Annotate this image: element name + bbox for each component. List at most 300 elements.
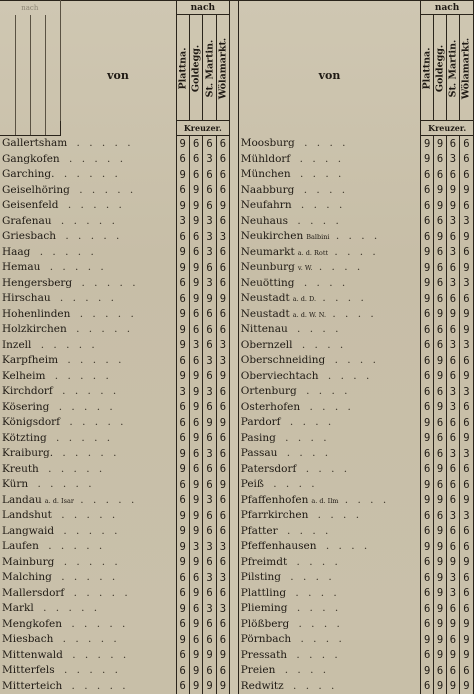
rate-cell-right: 6 xyxy=(446,369,459,385)
rate-cell-right: 6 xyxy=(459,570,473,586)
origin-place-left: Kelheim xyxy=(2,370,45,382)
rate-cell-left: 9 xyxy=(176,136,189,152)
origin-place-right: Neumarkt xyxy=(241,246,295,258)
rate-cell-right: 6 xyxy=(459,167,473,183)
rate-cell-left: 9 xyxy=(189,400,202,416)
rate-cell-left: 6 xyxy=(176,679,189,694)
rate-cell-right: 6 xyxy=(459,245,473,261)
rate-cell-right: 6 xyxy=(459,586,473,602)
rate-cell-right: 6 xyxy=(459,291,473,307)
rate-cell-left: 9 xyxy=(189,291,202,307)
origin-suffix-right: v. W. xyxy=(298,264,313,272)
origin-place-left: Mallersdorf xyxy=(2,587,64,599)
rate-cell-left: 9 xyxy=(216,369,229,385)
rate-cell-right: 3 xyxy=(446,400,459,416)
origin-place-left: Langwaid xyxy=(2,525,54,537)
rate-cell-right: 6 xyxy=(421,307,434,323)
rate-cell-right: 6 xyxy=(459,353,473,369)
rate-cell-left: 6 xyxy=(203,617,216,633)
rate-cell-left: 9 xyxy=(216,477,229,493)
rate-cell-left: 6 xyxy=(216,260,229,276)
rate-cell-right: 3 xyxy=(446,570,459,586)
table-row: Hemau . . . . . 9 9 6 6 Neunburg v. W. . . . . 9 6 6 9 xyxy=(0,260,474,276)
rate-cell-left: 9 xyxy=(176,555,189,571)
origin-place-left: Holzkirchen xyxy=(2,323,67,335)
rate-cell-left: 3 xyxy=(203,446,216,462)
rate-cell-left: 3 xyxy=(203,539,216,555)
rate-cell-right: 9 xyxy=(434,353,447,369)
rate-cell-left: 9 xyxy=(189,431,202,447)
rate-cell-left: 9 xyxy=(176,307,189,323)
rate-cell-right: 6 xyxy=(459,198,473,214)
rate-cell-right: 9 xyxy=(434,229,447,245)
rate-cell-right: 6 xyxy=(421,183,434,199)
rate-cell-left: 6 xyxy=(176,183,189,199)
rate-cell-right: 9 xyxy=(446,198,459,214)
rate-cell-left: 6 xyxy=(189,415,202,431)
rate-cell-right: 9 xyxy=(421,276,434,292)
rate-cell-right: 6 xyxy=(421,462,434,478)
rate-cell-right: 9 xyxy=(421,539,434,555)
origin-suffix-right: a. d. Ilm xyxy=(311,497,338,505)
rate-cell-right: 9 xyxy=(459,431,473,447)
rate-cell-right: 9 xyxy=(421,291,434,307)
origin-place-right: Plößberg xyxy=(241,618,289,630)
rate-cell-right: 9 xyxy=(459,555,473,571)
rate-cell-left: 6 xyxy=(176,477,189,493)
rate-cell-left: 6 xyxy=(189,353,202,369)
rate-cell-left: 6 xyxy=(176,617,189,633)
rate-cell-right: 6 xyxy=(434,508,447,524)
rate-cell-left: 9 xyxy=(176,245,189,261)
rate-cell-right: 9 xyxy=(421,632,434,648)
dest-plattna-right: Plattna. xyxy=(422,19,433,119)
dest-woelamarkt-right: Wölamarkt. xyxy=(461,19,472,119)
origin-place-right: Pasing xyxy=(241,432,276,444)
rate-cell-left: 6 xyxy=(216,555,229,571)
table-row: Inzell . . . . . 9 3 6 3 Obernzell . . . . 6 6 3 3 xyxy=(0,338,474,354)
table-row: Mengkofen . . . . . 6 9 6 6 Plößberg . . . . 6 9 9 9 xyxy=(0,617,474,633)
origin-place-left: Mitterteich xyxy=(2,680,62,692)
rate-cell-right: 6 xyxy=(434,291,447,307)
rate-cell-right: 6 xyxy=(446,136,459,152)
rate-cell-left: 9 xyxy=(216,198,229,214)
rate-cell-right: 6 xyxy=(459,462,473,478)
rate-cell-right: 3 xyxy=(446,276,459,292)
table-row: Mittenwald . . . . . 6 9 9 9 Pressath . . . . 6 9 9 9 xyxy=(0,648,474,664)
rate-cell-left: 6 xyxy=(203,307,216,323)
origin-place-left: Gangkofen xyxy=(2,153,60,165)
rate-cell-left: 9 xyxy=(176,369,189,385)
rate-cell-right: 9 xyxy=(434,539,447,555)
rate-cell-left: 3 xyxy=(216,570,229,586)
rate-cell-right: 6 xyxy=(421,617,434,633)
origin-suffix-right: a. d. D. xyxy=(293,295,316,303)
rate-cell-right: 6 xyxy=(446,477,459,493)
rate-cell-left: 6 xyxy=(189,167,202,183)
rate-cell-right: 9 xyxy=(459,679,473,694)
rate-cell-right: 9 xyxy=(459,493,473,509)
table-row: Laufen . . . . . 9 3 3 3 Pfeffenhausen . . . . 9 9 6 6 xyxy=(0,539,474,555)
rate-cell-right: 9 xyxy=(459,322,473,338)
origin-place-right: Redwitz xyxy=(241,680,284,692)
rate-cell-left: 6 xyxy=(203,431,216,447)
rate-cell-left: 6 xyxy=(203,477,216,493)
origin-place-right: Plattling xyxy=(241,587,286,599)
rate-cell-right: 6 xyxy=(446,601,459,617)
rate-cell-left: 9 xyxy=(176,167,189,183)
rate-cell-left: 6 xyxy=(176,570,189,586)
rate-cell-right: 9 xyxy=(446,555,459,571)
rate-cell-right: 9 xyxy=(446,307,459,323)
rate-cell-left: 6 xyxy=(203,136,216,152)
origin-place-left: Königsdorf xyxy=(2,416,60,428)
rate-cell-right: 9 xyxy=(434,462,447,478)
rate-cell-left: 6 xyxy=(203,400,216,416)
origin-place-right: Pressath xyxy=(241,649,287,661)
origin-place-left: Griesbach xyxy=(2,230,56,242)
rate-cell-left: 3 xyxy=(216,601,229,617)
table-row: Garching. . . . . . 9 6 6 6 München . . . . 6 6 6 6 xyxy=(0,167,474,183)
rate-cell-left: 9 xyxy=(176,524,189,540)
table-row: Malching . . . . . 6 6 3 3 Pilsting . . . . 6 9 3 6 xyxy=(0,570,474,586)
table-row: Geisenfeld . . . . . 9 9 6 9 Neufahrn . . . . 6 9 9 6 xyxy=(0,198,474,214)
rate-cell-left: 6 xyxy=(176,229,189,245)
table-row: Haag . . . . . 9 6 3 6 Neumarkt a. d. Rott . . . . 9 6 3 6 xyxy=(0,245,474,261)
von-label-left: von xyxy=(60,15,176,136)
rate-cell-right: 9 xyxy=(421,152,434,168)
rate-cell-right: 6 xyxy=(434,214,447,230)
rate-cell-left: 9 xyxy=(176,601,189,617)
rate-cell-right: 9 xyxy=(434,493,447,509)
rate-cell-right: 3 xyxy=(459,446,473,462)
rate-cell-left: 3 xyxy=(203,353,216,369)
rate-cell-right: 9 xyxy=(459,632,473,648)
rate-cell-right: 6 xyxy=(459,152,473,168)
table-row: Markl . . . . . 9 6 3 3 Plieming . . . . 6 9 6 6 xyxy=(0,601,474,617)
rate-cell-right: 9 xyxy=(459,260,473,276)
rate-cell-left: 6 xyxy=(216,617,229,633)
origin-place-right: Pfaffenhofen xyxy=(241,494,309,506)
origin-place-right: Passau xyxy=(241,447,278,459)
rate-cell-right: 9 xyxy=(434,586,447,602)
rate-cell-left: 6 xyxy=(189,322,202,338)
table-row: Hohenlinden . . . . . 9 6 6 6 Neustadt a. d. W. N. . . . . 6 9 9 9 xyxy=(0,307,474,323)
table-row: Kötzting . . . . . 6 9 6 6 Pasing . . . . 9 6 6 9 xyxy=(0,431,474,447)
rate-cell-right: 6 xyxy=(421,353,434,369)
rate-cell-right: 9 xyxy=(459,229,473,245)
rate-cell-left: 6 xyxy=(176,353,189,369)
rate-cell-right: 6 xyxy=(434,322,447,338)
rate-cell-right: 6 xyxy=(446,353,459,369)
rate-cell-left: 9 xyxy=(176,260,189,276)
origin-suffix-right: a. d. W. N. xyxy=(293,311,326,319)
rate-cell-left: 6 xyxy=(216,384,229,400)
table-row: Miesbach . . . . . 9 6 6 6 Pörnbach . . . . 9 9 6 9 xyxy=(0,632,474,648)
rate-cell-left: 3 xyxy=(176,214,189,230)
origin-place-right: Preien xyxy=(241,664,276,676)
origin-place-left: Mainburg xyxy=(2,556,54,568)
rate-cell-right: 6 xyxy=(459,601,473,617)
rate-cell-left: 9 xyxy=(176,539,189,555)
table-row: Karpfheim . . . . . 6 6 3 3 Oberschneiding . . . . 6 9 6 6 xyxy=(0,353,474,369)
rate-cell-left: 3 xyxy=(203,493,216,509)
origin-place-right: Neustadt xyxy=(241,308,290,320)
table-row: Landshut . . . . . 9 9 6 6 Pfarrkirchen . . . . 6 6 3 3 xyxy=(0,508,474,524)
rate-cell-left: 6 xyxy=(203,663,216,679)
origin-suffix-right: Balbini xyxy=(306,233,329,241)
rate-cell-left: 6 xyxy=(216,152,229,168)
origin-place-left: Kürn xyxy=(2,478,28,490)
rate-cell-right: 9 xyxy=(459,648,473,664)
rate-cell-left: 6 xyxy=(176,291,189,307)
origin-place-left: Karpfheim xyxy=(2,354,58,366)
rate-cell-left: 6 xyxy=(176,431,189,447)
dest-woelamarkt-left: Wölamarkt. xyxy=(217,19,228,119)
origin-suffix-left: a. d. Isar xyxy=(45,497,74,505)
rate-cell-right: 6 xyxy=(446,415,459,431)
rate-cell-right: 3 xyxy=(446,152,459,168)
rate-cell-left: 9 xyxy=(216,648,229,664)
rate-cell-left: 9 xyxy=(176,508,189,524)
rate-cell-right: 9 xyxy=(421,136,434,152)
rate-cell-left: 6 xyxy=(189,152,202,168)
rate-cell-left: 9 xyxy=(203,679,216,694)
rate-cell-left: 9 xyxy=(189,276,202,292)
rate-cell-right: 6 xyxy=(446,260,459,276)
ghost-nach-label: nach xyxy=(0,1,60,15)
rate-cell-right: 6 xyxy=(459,477,473,493)
rate-cell-right: 6 xyxy=(446,291,459,307)
table-row: Kösering . . . . . 6 9 6 6 Osterhofen . . . . 6 9 3 6 xyxy=(0,400,474,416)
rate-cell-right: 6 xyxy=(434,167,447,183)
rate-cell-right: 9 xyxy=(421,477,434,493)
rate-cell-right: 6 xyxy=(446,632,459,648)
dest-st-martin-left: St. Martin. xyxy=(204,19,215,119)
origin-place-left: Kötzting xyxy=(2,432,47,444)
table-row: Kirchdorf . . . . . 3 9 3 6 Ortenburg . . . . 6 6 3 3 xyxy=(0,384,474,400)
rate-cell-right: 9 xyxy=(446,679,459,694)
rate-cell-right: 9 xyxy=(434,679,447,694)
origin-place-left: Kirchdorf xyxy=(2,385,53,397)
rate-cell-right: 9 xyxy=(434,198,447,214)
rate-cell-right: 9 xyxy=(434,400,447,416)
origin-place-left: Kraiburg. xyxy=(2,447,53,459)
rate-cell-right: 6 xyxy=(446,539,459,555)
rate-cell-left: 9 xyxy=(176,338,189,354)
origin-place-left: Inzell xyxy=(2,339,31,351)
rate-cell-right: 9 xyxy=(434,555,447,571)
rate-cell-right: 6 xyxy=(434,431,447,447)
origin-place-left: Garching. xyxy=(2,168,55,180)
origin-place-right: Neuhaus xyxy=(241,215,288,227)
origin-place-left: Geisenfeld xyxy=(2,199,59,211)
table-row: Königsdorf . . . . . 6 6 9 9 Pardorf . . . . 9 6 6 6 xyxy=(0,415,474,431)
table-row: Gallertsham . . . . . 9 6 6 6 Moosburg . . . . 9 9 6 6 xyxy=(0,136,474,152)
origin-place-left: Gallertsham xyxy=(2,137,67,149)
rate-cell-right: 6 xyxy=(421,338,434,354)
rate-cell-right: 3 xyxy=(459,338,473,354)
rate-cell-right: 3 xyxy=(459,276,473,292)
origin-place-right: Neukirchen xyxy=(241,230,304,242)
rate-cell-left: 3 xyxy=(203,245,216,261)
rate-cell-right: 9 xyxy=(421,415,434,431)
rate-cell-right: 6 xyxy=(434,384,447,400)
rate-cell-left: 3 xyxy=(203,570,216,586)
origin-place-left: Haag xyxy=(2,246,30,258)
rate-cell-left: 6 xyxy=(203,524,216,540)
rate-cell-left: 3 xyxy=(216,539,229,555)
rate-cell-right: 9 xyxy=(421,245,434,261)
rate-cell-right: 9 xyxy=(434,648,447,664)
origin-place-left: Landshut xyxy=(2,509,52,521)
dest-plattna-left: Plattna. xyxy=(177,19,188,119)
rate-cell-left: 9 xyxy=(176,632,189,648)
table-row: Gangkofen . . . . . 6 6 3 6 Mühldorf . . . . 9 6 3 6 xyxy=(0,152,474,168)
rate-cell-right: 9 xyxy=(434,524,447,540)
origin-place-right: Pfarrkirchen xyxy=(241,509,309,521)
rate-cell-left: 9 xyxy=(189,214,202,230)
unit-label-left: Kreuzer. xyxy=(176,121,230,136)
rate-cell-left: 3 xyxy=(189,539,202,555)
rate-cell-right: 6 xyxy=(421,555,434,571)
rate-cell-left: 6 xyxy=(216,322,229,338)
rate-cell-right: 9 xyxy=(421,663,434,679)
rate-cell-right: 3 xyxy=(446,214,459,230)
rate-cell-left: 6 xyxy=(216,446,229,462)
rate-cell-left: 9 xyxy=(189,369,202,385)
rate-cell-left: 6 xyxy=(203,338,216,354)
rate-cell-left: 6 xyxy=(216,508,229,524)
rate-cell-right: 6 xyxy=(434,477,447,493)
origin-place-left: Miesbach xyxy=(2,633,53,645)
rate-cell-right: 9 xyxy=(434,136,447,152)
origin-place-right: Osterhofen xyxy=(241,401,300,413)
rate-cell-left: 3 xyxy=(189,338,202,354)
rate-cell-left: 6 xyxy=(189,446,202,462)
rate-cell-left: 9 xyxy=(203,415,216,431)
table-row: Mallersdorf . . . . . 6 9 6 6 Plattling . . . . 6 9 3 6 xyxy=(0,586,474,602)
rate-cell-left: 6 xyxy=(176,663,189,679)
rate-cell-right: 3 xyxy=(446,508,459,524)
table-body xyxy=(0,136,474,694)
origin-place-right: Neunburg xyxy=(241,261,295,273)
origin-place-left: Kösering xyxy=(2,401,49,413)
rate-cell-left: 9 xyxy=(203,291,216,307)
dest-st-martin-right: St. Martin. xyxy=(447,19,458,119)
table-row: Holzkirchen . . . . . 9 6 6 6 Nittenau . . . . 6 6 6 9 xyxy=(0,322,474,338)
rate-cell-left: 9 xyxy=(189,260,202,276)
rate-cell-left: 6 xyxy=(203,462,216,478)
rate-cell-left: 6 xyxy=(189,601,202,617)
rate-cell-right: 6 xyxy=(446,524,459,540)
rate-cell-left: 9 xyxy=(189,555,202,571)
rate-cell-right: 6 xyxy=(421,586,434,602)
rate-cell-right: 3 xyxy=(459,384,473,400)
rate-cell-right: 9 xyxy=(421,493,434,509)
origin-place-right: Patersdorf xyxy=(241,463,297,475)
table-row: Kürn . . . . . 6 9 6 9 Peiß . . . . 9 6 6 6 xyxy=(0,477,474,493)
table-row: Kraiburg. . . . . . 9 6 3 6 Passau . . . . 6 6 3 3 xyxy=(0,446,474,462)
rate-cell-left: 6 xyxy=(216,400,229,416)
rate-cell-right: 6 xyxy=(421,648,434,664)
rate-cell-right: 9 xyxy=(421,431,434,447)
rate-cell-right: 6 xyxy=(421,384,434,400)
rate-cell-right: 6 xyxy=(434,260,447,276)
rate-cell-right: 9 xyxy=(421,260,434,276)
rate-cell-right: 9 xyxy=(459,369,473,385)
origin-place-left: Hohenlinden xyxy=(2,308,70,320)
rate-cell-left: 3 xyxy=(216,229,229,245)
origin-place-right: Oberschneiding xyxy=(241,354,326,366)
rate-cell-left: 3 xyxy=(216,338,229,354)
rate-cell-right: 6 xyxy=(446,431,459,447)
rate-cell-left: 6 xyxy=(216,431,229,447)
table-row: Mitterfels . . . . . 6 9 6 6 Preien . . . . 9 6 6 6 xyxy=(0,663,474,679)
rate-cell-left: 3 xyxy=(216,353,229,369)
rate-cell-left: 3 xyxy=(203,276,216,292)
origin-place-right: Neustadt xyxy=(241,292,290,304)
rate-cell-left: 6 xyxy=(203,260,216,276)
rate-cell-right: 6 xyxy=(446,167,459,183)
nach-label-left: nach xyxy=(176,1,230,15)
rate-cell-left: 9 xyxy=(176,198,189,214)
table-row: Grafenau . . . . . 3 9 3 6 Neuhaus . . . . 6 6 3 3 xyxy=(0,214,474,230)
rate-cell-left: 9 xyxy=(189,477,202,493)
origin-place-left: Malching xyxy=(2,571,52,583)
rate-cell-left: 6 xyxy=(216,462,229,478)
rate-cell-left: 9 xyxy=(176,462,189,478)
rate-cell-left: 6 xyxy=(203,369,216,385)
rate-cell-left: 3 xyxy=(203,229,216,245)
rate-cell-left: 6 xyxy=(189,307,202,323)
rate-cell-right: 6 xyxy=(434,245,447,261)
rate-cell-right: 9 xyxy=(459,307,473,323)
rate-cell-left: 9 xyxy=(216,679,229,694)
rate-cell-left: 6 xyxy=(203,508,216,524)
origin-place-left: Kreuth xyxy=(2,463,39,475)
rate-cell-left: 6 xyxy=(203,198,216,214)
origin-place-left: Mitterfels xyxy=(2,664,55,676)
rate-cell-left: 6 xyxy=(176,586,189,602)
origin-place-right: Pilsting xyxy=(241,571,281,583)
origin-place-right: Peiß xyxy=(241,478,264,490)
rate-cell-left: 9 xyxy=(189,384,202,400)
rate-cell-right: 9 xyxy=(434,617,447,633)
von-label-right: von xyxy=(238,15,421,136)
rate-cell-left: 9 xyxy=(189,198,202,214)
rate-cell-right: 6 xyxy=(446,493,459,509)
rate-cell-left: 6 xyxy=(176,648,189,664)
rate-cell-right: 6 xyxy=(421,524,434,540)
rate-cell-right: 6 xyxy=(459,136,473,152)
rate-cell-right: 6 xyxy=(421,167,434,183)
table-row: Hengersberg . . . . . 6 9 3 6 Neuötting . . . . 9 6 3 3 xyxy=(0,276,474,292)
rate-cell-left: 9 xyxy=(176,446,189,462)
rate-cell-right: 9 xyxy=(434,183,447,199)
origin-place-right: Naabburg xyxy=(241,184,295,196)
rate-cell-right: 6 xyxy=(446,322,459,338)
origin-place-left: Markl xyxy=(2,602,34,614)
origin-place-left: Grafenau xyxy=(2,215,52,227)
rate-cell-right: 3 xyxy=(459,508,473,524)
table-row: Langwaid . . . . . 9 9 6 6 Pfatter . . . . 6 9 6 6 xyxy=(0,524,474,540)
rate-cell-right: 3 xyxy=(459,214,473,230)
origin-place-left: Landau xyxy=(2,494,42,506)
rate-cell-left: 9 xyxy=(203,648,216,664)
origin-place-right: Pörnbach xyxy=(241,633,291,645)
rate-cell-right: 6 xyxy=(434,276,447,292)
